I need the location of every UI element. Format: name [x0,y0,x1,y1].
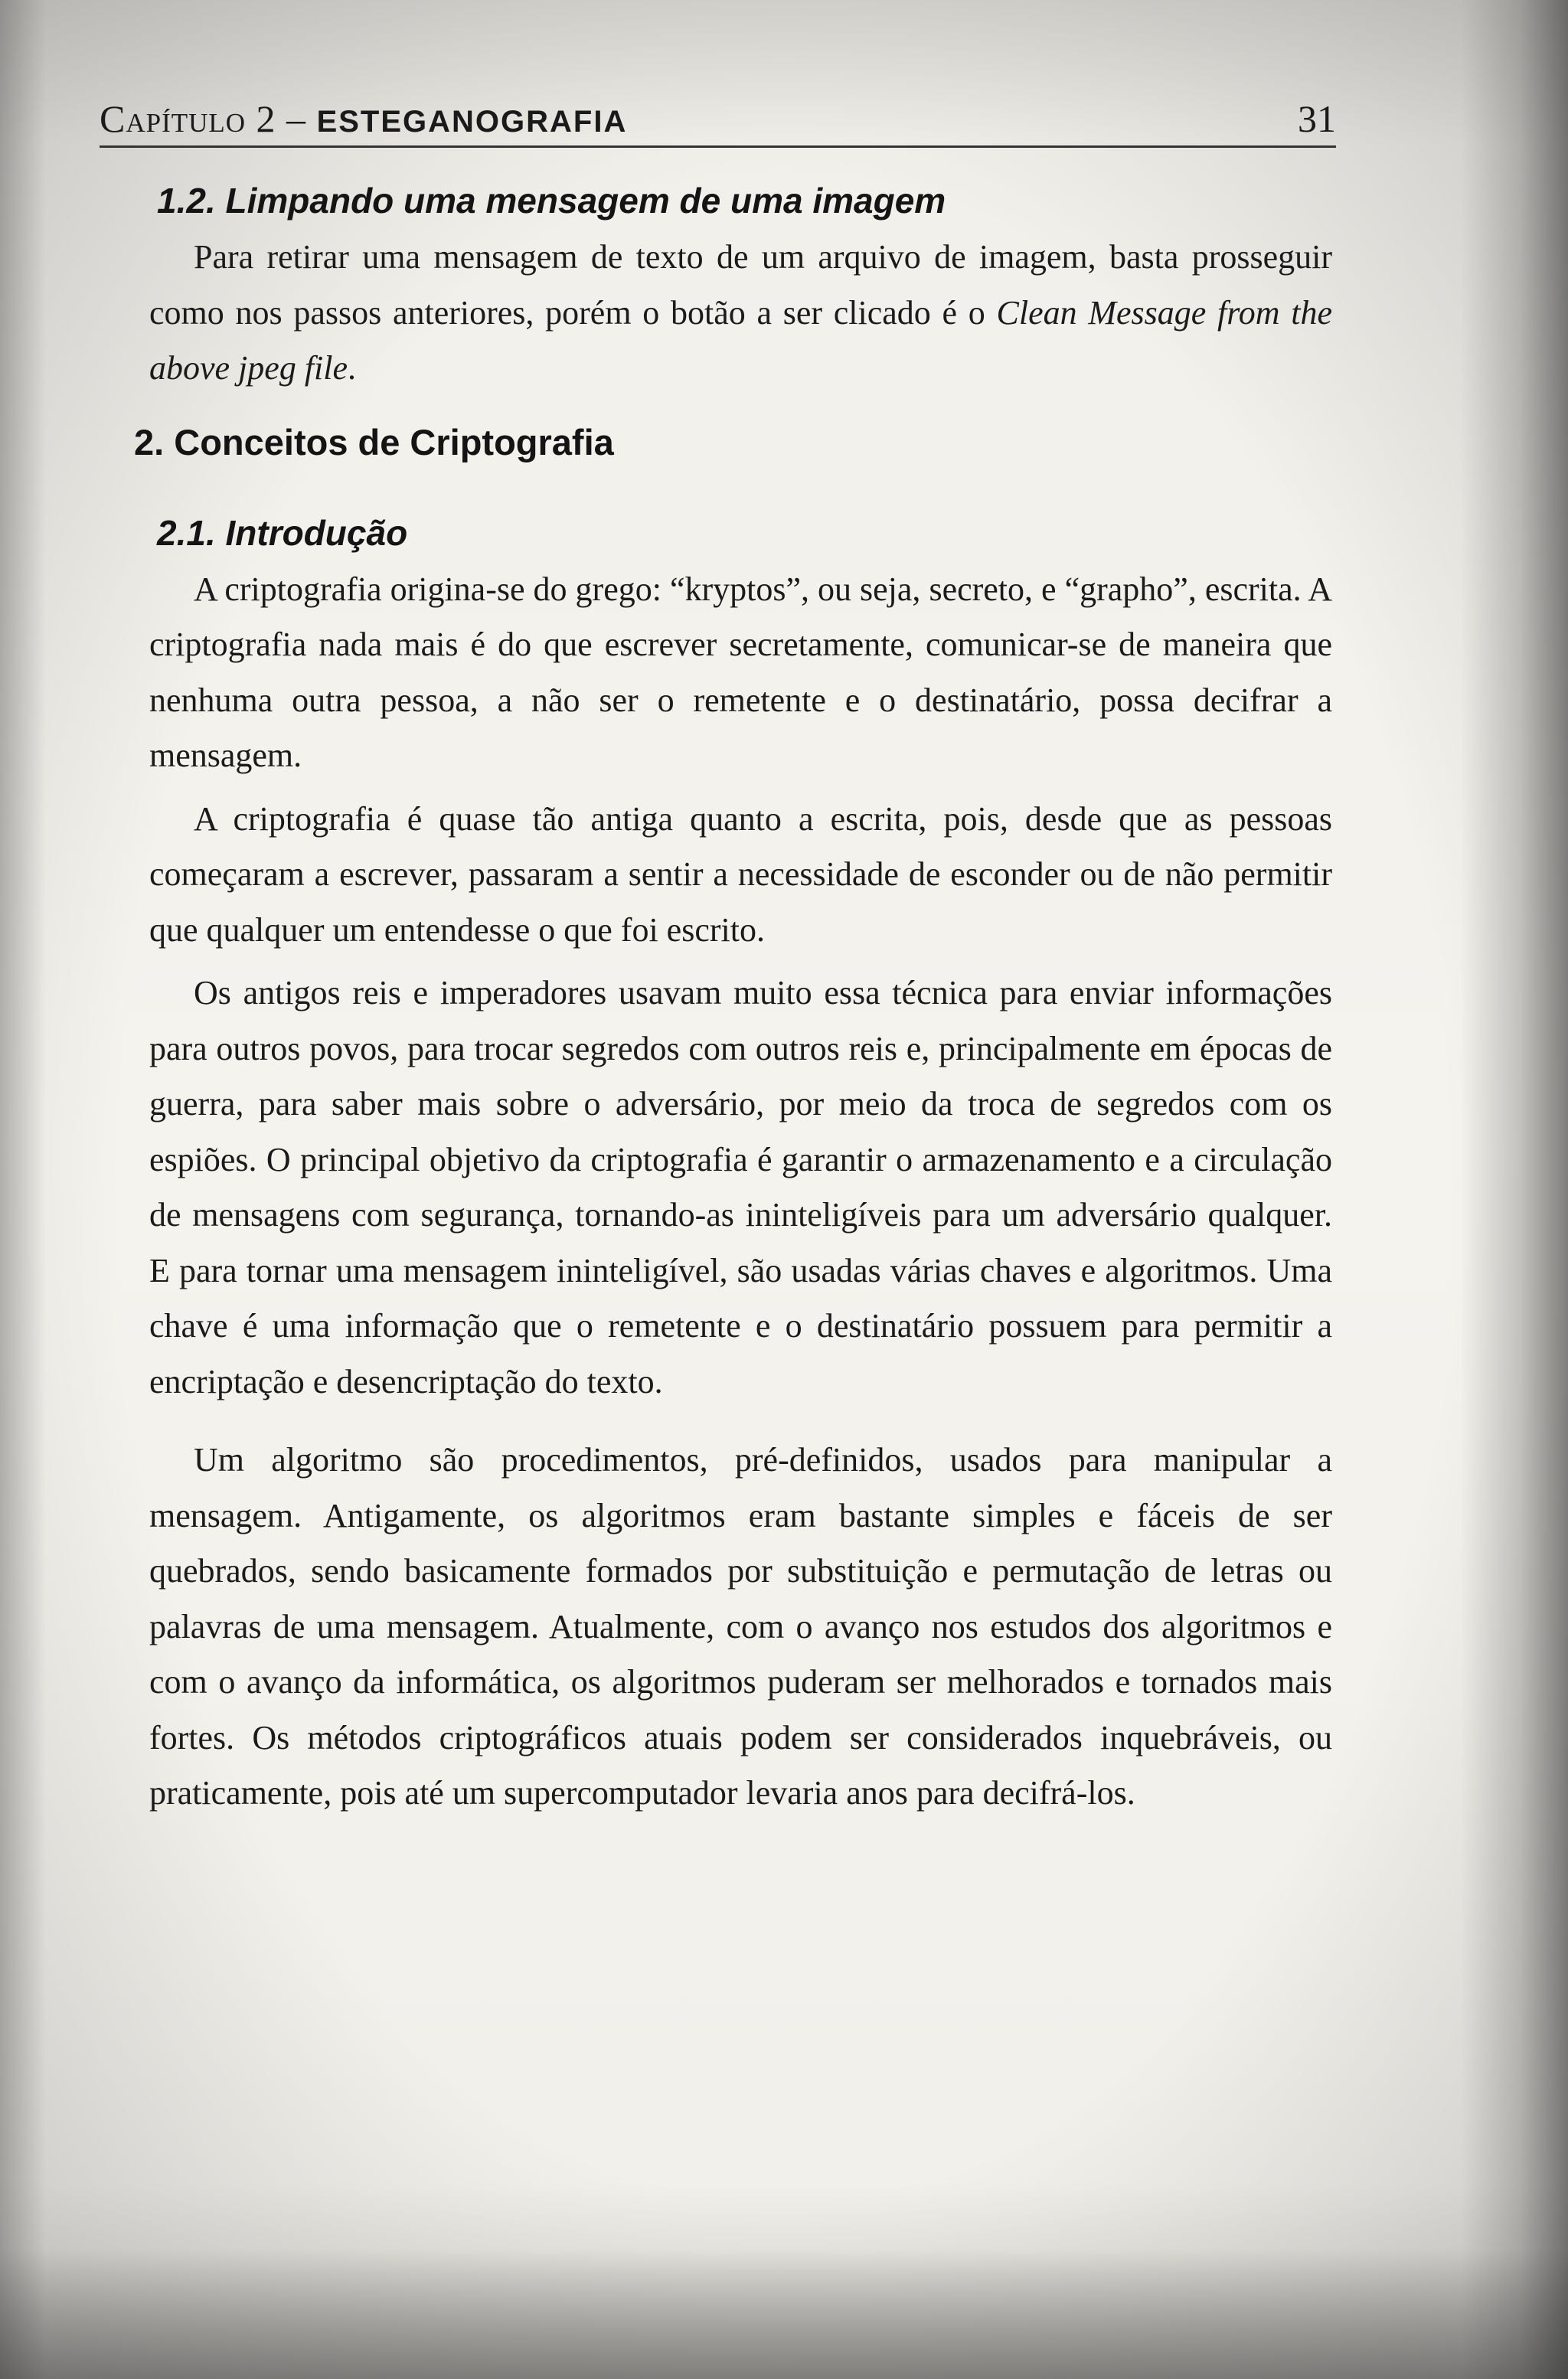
section-heading-2: 2. Conceitos de Criptografia [134,421,614,462]
paragraph-intro-3: Os antigos reis e imperadores usavam muito essa técnica para enviar informações para outros povos, para trocar segredos com outros reis e, principalmente em épocas de guerra, para saber mais sobre o adversário, por meio da troca de segredos com os espiões. O principal objetivo da criptografia é garantir o armazenamento e a circulação de mensagens com segurança, tornando-as ininteligíveis para um adversário qualquer. E para tornar uma mensagem ininteligível, são usadas várias chaves e algoritmos. Uma chave é uma informação que o remetente e o destinatário possuem para permitir a encriptação e desencriptação do texto. [149,974,1332,1400]
paragraph-intro-1: A criptografia origina-se do grego: “kryptos”, ou seja, secreto, e “grapho”, escrita. A criptografia nada mais é do que escrever secretamente, comunicar-se de maneira que nenhuma outra pessoa, a não ser o remetente e o destinatário, possa decifrar a mensagem. [149,570,1332,774]
page-shadow-right [1461,0,1568,2379]
page-body [134,176,1332,1822]
section-heading-2-1: 2.1. Introdução [157,512,408,553]
paragraph-italic-text: Clean Message from the above jpeg file [149,293,1332,387]
chapter-title: ESTEGANOGRAFIA [316,105,628,139]
paragraph-intro-2: A criptografia é quase tão antiga quanto a escrita, pois, desde que as pessoas começaram a escrever, passaram a sentir a necessidade de esconder ou de não permitir que qualquer um entendesse o que foi escrito. [149,799,1332,949]
section-heading-1-2: 1.2. Limpando uma mensagem de uma imagem [157,181,946,221]
chapter-label: Capítulo 2 – [100,97,307,140]
paragraph-clean-message [149,230,1332,397]
page-shadow-bottom [0,2249,1568,2379]
paragraph-text-end: . [348,349,357,387]
chapter-heading [100,96,627,141]
page-number: 31 [1298,97,1336,140]
page-shadow-left [0,0,46,2379]
paragraph-intro-4: Um algoritmo são procedimentos, pré-definidos, usados para manipular a mensagem. Antigamente, os algoritmos eram bastante simples e fáceis de ser quebrados, sendo basicamente formados por substituição e permutação de letras ou palavras de uma mensagem. Atualmente, com o avanço nos estudos dos algoritmos e com o avanço da informática, os algoritmos puderam ser melhorados e tornados mais fortes. Os métodos criptográficos atuais podem ser considerados inquebráveis, ou praticamente, pois até um supercomputador levaria anos para decifrá-los. [149,1441,1332,1812]
running-header [100,92,1336,148]
paragraph-text: Para retirar uma mensagem de texto de um arquivo de imagem, basta prosseguir como nos passos anteriores, porém o botão a ser clicado é o [149,238,1332,332]
